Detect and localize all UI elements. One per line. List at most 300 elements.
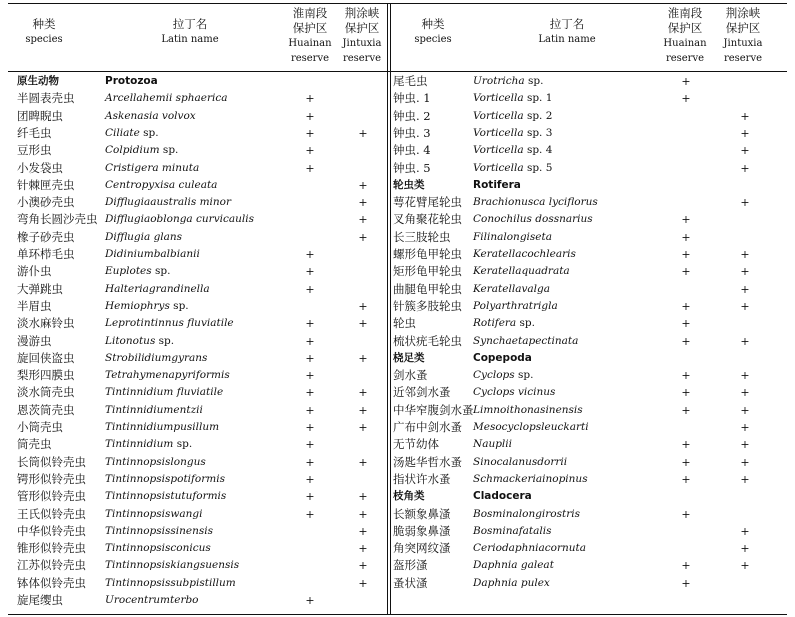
- table-row: [393, 367, 793, 384]
- species-latin-name: [105, 488, 226, 505]
- latin-genus: Cristigera minuta: [105, 161, 200, 174]
- table-row: [17, 194, 385, 211]
- table-row: [393, 575, 793, 592]
- jintuxia-presence: +: [740, 386, 750, 400]
- species-chinese-name: 中华窄腹剑水蚤: [393, 402, 474, 417]
- huainan-presence: +: [681, 386, 691, 400]
- jintuxia-presence: +: [358, 542, 368, 556]
- group-header-row: [393, 350, 793, 367]
- latin-sp-suffix: sp.: [173, 438, 193, 451]
- right-header-species: [401, 17, 465, 47]
- table-row: [393, 333, 793, 350]
- huainan-presence: +: [681, 265, 691, 279]
- huainan-presence: +: [681, 559, 691, 573]
- latin-genus: Difflugiaoblonga curvicaulis: [105, 213, 254, 226]
- latin-genus: Tintinnopsissinensis: [105, 524, 214, 537]
- species-chinese-name: 轮虫: [393, 316, 416, 331]
- species-latin-name: [105, 298, 189, 315]
- table-row: [17, 263, 385, 280]
- huainan-presence: +: [305, 438, 315, 452]
- species-chinese-name: 原生动物: [17, 75, 59, 87]
- huainan-cn2: 保护区: [292, 21, 328, 35]
- species-chinese-name: 淡水筒壳虫: [17, 385, 75, 400]
- species-latin-name: [105, 263, 170, 280]
- huainan-presence: +: [681, 334, 691, 348]
- latin-sp-suffix: sp. 1: [523, 92, 553, 105]
- huainan-en1: Huainan: [288, 38, 332, 49]
- latin-genus: Copepoda: [473, 351, 532, 364]
- species-chinese-name: 恩茨筒壳虫: [17, 402, 75, 417]
- species-latin-name: [473, 160, 552, 177]
- jintuxia-presence: +: [740, 248, 750, 261]
- latin-genus: Tintinnopsiskiangsuensis: [105, 559, 240, 572]
- huainan-presence: +: [305, 282, 315, 296]
- species-chinese-name: 弯角长圆沙壳虫: [17, 212, 98, 227]
- latin-genus: Keratellaquadrata: [473, 265, 570, 278]
- jintuxia-presence: +: [358, 386, 368, 400]
- huainan-presence: +: [305, 403, 315, 417]
- species-latin-name: [473, 557, 554, 574]
- species-latin-name: [473, 367, 533, 384]
- huainan-presence: +: [305, 369, 315, 383]
- latin-genus: Urotricha: [473, 75, 525, 87]
- species-chinese-name: 单环栉毛虫: [17, 247, 75, 261]
- species-latin-name: [473, 350, 532, 367]
- jintuxia-presence: +: [358, 126, 368, 140]
- jintuxia-presence: +: [740, 265, 750, 279]
- latin-sp-suffix: sp.: [155, 334, 175, 347]
- huainan-presence: +: [305, 126, 315, 140]
- species-latin-name: [105, 575, 236, 592]
- group-header-row: [393, 488, 793, 505]
- table-row: [17, 246, 385, 263]
- table-row: [17, 523, 385, 540]
- jintuxia-presence: +: [358, 213, 368, 227]
- jintuxia-presence: +: [358, 403, 368, 417]
- huainan-presence: +: [681, 369, 691, 383]
- table-row: [17, 454, 385, 471]
- jintuxia-cn1: 荆涂峡: [725, 6, 761, 20]
- species-latin-name: [105, 281, 210, 298]
- species-latin-name: [473, 177, 521, 194]
- species-chinese-name: 小筒壳虫: [17, 420, 63, 434]
- latin-sp-suffix: sp. 4: [523, 144, 553, 157]
- latin-genus: Bosminalongirostris: [473, 507, 580, 520]
- table-row: [17, 177, 385, 194]
- species-latin-name: [105, 506, 203, 523]
- species-chinese-name: 小澳砂壳虫: [17, 195, 75, 210]
- species-chinese-name: 小发袋虫: [17, 160, 63, 175]
- huainan-en2: reserve: [290, 53, 330, 64]
- species-chinese-name: 近邻剑水蚤: [393, 385, 451, 400]
- species-latin-name: [473, 90, 552, 107]
- latin-genus: Didiniumbalbianii: [105, 248, 200, 260]
- species-chinese-name: 锥形似铃壳虫: [17, 541, 86, 556]
- huainan-presence: +: [305, 109, 315, 123]
- left-header-latin: [130, 17, 250, 47]
- latin-genus: Askenasia volvox: [105, 109, 196, 122]
- latin-sp-suffix: sp. 3: [523, 126, 553, 139]
- species-chinese-name: 盔形溞: [393, 558, 428, 573]
- latin-genus: Schmackeriainopinus: [473, 472, 588, 485]
- latin-cn-label: 拉丁名: [172, 17, 208, 31]
- latin-genus: Tetrahymenapyriformis: [105, 369, 230, 382]
- species-latin-name: [473, 125, 552, 142]
- latin-genus: Keratellacochlearis: [473, 248, 576, 260]
- species-latin-name: [105, 177, 217, 194]
- huainan-presence: +: [681, 230, 691, 244]
- species-chinese-name: 钟虫. 1: [393, 91, 431, 106]
- huainan-presence: +: [305, 386, 315, 400]
- table-row: [393, 142, 793, 159]
- species-chinese-name: 枝角类: [393, 490, 425, 503]
- right-half: [391, 0, 795, 617]
- table-row: [393, 506, 793, 523]
- table-row: [393, 298, 793, 315]
- latin-sp-suffix: sp.: [169, 299, 189, 312]
- table-row: [17, 436, 385, 453]
- species-chinese-name: 桡足类: [393, 351, 425, 364]
- species-latin-name: [473, 384, 555, 401]
- huainan-presence: +: [305, 507, 315, 521]
- latin-sp-suffix: sp. 5: [523, 161, 553, 174]
- latin-sp-suffix: sp.: [524, 75, 544, 87]
- jintuxia-en2: reserve: [342, 53, 382, 64]
- species-chinese-name: 半眉虫: [17, 298, 52, 313]
- species-latin-name: [473, 108, 552, 125]
- latin-sp-suffix: sp.: [514, 369, 534, 382]
- species-chinese-name: 江苏似铃壳虫: [17, 558, 86, 573]
- species-chinese-name: 管形似铃壳虫: [17, 489, 86, 504]
- huainan-presence: +: [305, 351, 315, 365]
- table-row: [393, 315, 793, 332]
- left-header-jintuxia: [336, 6, 388, 66]
- latin-genus: Daphnia galeat: [473, 559, 554, 572]
- species-latin-name: [105, 142, 178, 159]
- latin-genus: Tintinnopsiswangi: [105, 507, 203, 520]
- latin-genus: Bosminafatalis: [473, 524, 552, 537]
- latin-genus: Leprotintinnus fluviatile: [105, 317, 234, 330]
- huainan-presence: +: [681, 438, 691, 452]
- species-latin-name: [473, 142, 552, 159]
- species-latin-name: [105, 90, 228, 107]
- group-header-row: [17, 73, 385, 90]
- species-chinese-name: 针棘匣壳虫: [17, 177, 75, 192]
- huainan-presence: +: [681, 576, 691, 590]
- species-chinese-name: 角突网纹溞: [393, 541, 451, 556]
- table-row: [393, 540, 793, 557]
- species-chinese-name: 中华似铃壳虫: [17, 523, 86, 538]
- huainan-presence: +: [305, 248, 315, 261]
- jintuxia-presence: +: [358, 490, 368, 504]
- latin-genus: Synchaetapectinata: [473, 334, 579, 347]
- latin-genus: Keratellavalga: [473, 282, 550, 295]
- species-latin-name: [105, 246, 200, 263]
- jintuxia-presence: +: [740, 196, 750, 210]
- species-chinese-name: 梨形四膜虫: [17, 368, 75, 383]
- table-row: [17, 367, 385, 384]
- table-row: [17, 540, 385, 557]
- species-latin-name: [473, 523, 552, 540]
- latin-genus: Filinalongiseta: [473, 230, 552, 243]
- species-chinese-name: 无节幼体: [393, 437, 439, 452]
- species-latin-name: [473, 488, 532, 505]
- table-row: [17, 557, 385, 574]
- jintuxia-presence: +: [740, 282, 750, 296]
- huainan-presence: +: [681, 75, 691, 88]
- huainan-presence: +: [681, 317, 691, 331]
- species-chinese-name: 汤匙华哲水蚤: [393, 454, 462, 469]
- jintuxia-cn2: 保护区: [344, 21, 380, 35]
- latin-sp-suffix: sp.: [139, 126, 159, 139]
- species-latin-name: [473, 333, 578, 350]
- huainan-presence: +: [681, 507, 691, 521]
- jintuxia-presence: +: [740, 299, 750, 313]
- species-latin-name: [473, 540, 586, 557]
- latin-genus: Ceriodaphniacornuta: [473, 542, 587, 555]
- species-latin-name: [473, 436, 512, 453]
- jintuxia-presence: +: [740, 559, 750, 573]
- table-row: [17, 160, 385, 177]
- species-latin-name: [473, 506, 580, 523]
- jintuxia-presence: +: [740, 126, 750, 140]
- latin-genus: Centropyxisa culeata: [105, 178, 218, 191]
- table-row: [17, 488, 385, 505]
- species-en-label: species: [414, 34, 452, 45]
- table-row: [393, 211, 793, 228]
- species-chinese-name: 长额象鼻溞: [393, 506, 451, 521]
- species-chinese-name: 钟虫. 3: [393, 125, 431, 140]
- species-latin-name: [473, 194, 598, 211]
- latin-genus: Tintinnidium: [105, 438, 174, 451]
- latin-genus: Tintinnidium fluviatile: [105, 386, 224, 399]
- species-chinese-name: 钟虫. 5: [393, 160, 431, 175]
- table-row: [393, 281, 793, 298]
- huainan-presence: +: [305, 455, 315, 469]
- table-row: [17, 402, 385, 419]
- latin-genus: Mesocyclopsleuckarti: [473, 421, 589, 433]
- table-row: [17, 90, 385, 107]
- latin-sp-suffix: sp.: [516, 317, 535, 330]
- latin-genus: Tintinnopsistutuformis: [105, 490, 227, 503]
- species-chinese-name: 长三肢轮虫: [393, 229, 451, 244]
- left-half: [0, 0, 388, 617]
- species-latin-name: [105, 419, 219, 436]
- huainan-cn1: 淮南段: [667, 6, 703, 20]
- species-chinese-name: 曲腿龟甲轮虫: [393, 281, 462, 296]
- species-chinese-name: 螺形龟甲轮虫: [393, 247, 462, 261]
- left-header-huainan: [283, 6, 337, 66]
- latin-genus: Strobilidiumgyrans: [105, 351, 208, 364]
- species-latin-name: [473, 419, 589, 436]
- species-chinese-name: 钵体似铃壳虫: [17, 575, 86, 590]
- huainan-presence: +: [305, 490, 315, 504]
- latin-sp-suffix: sp.: [159, 144, 179, 157]
- species-latin-name: [105, 333, 174, 350]
- huainan-presence: +: [681, 248, 691, 261]
- latin-genus: Rotifera: [473, 178, 521, 191]
- species-chinese-name: 纤毛虫: [17, 125, 52, 140]
- latin-genus: Tintinnopsispotiformis: [105, 472, 225, 485]
- table-row: [393, 73, 793, 90]
- species-chinese-name: 长筒似铃壳虫: [17, 454, 86, 469]
- species-chinese-name: 旋回侠盗虫: [17, 350, 75, 365]
- jintuxia-presence: +: [740, 109, 750, 123]
- jintuxia-presence: +: [358, 524, 368, 538]
- huainan-presence: +: [305, 317, 315, 331]
- huainan-presence: +: [305, 334, 315, 348]
- jintuxia-en1: Jintuxia: [723, 38, 763, 49]
- table-row: [393, 246, 793, 263]
- table-row: [17, 333, 385, 350]
- latin-cn-label: 拉丁名: [549, 17, 585, 31]
- huainan-presence: +: [305, 92, 315, 106]
- latin-genus: Arcellahemii sphaerica: [105, 92, 228, 105]
- species-latin-name: [473, 298, 558, 315]
- jintuxia-presence: +: [358, 178, 368, 192]
- jintuxia-presence: +: [740, 369, 750, 383]
- table-row: [17, 575, 385, 592]
- species-latin-name: [105, 367, 230, 384]
- table-row: [17, 125, 385, 142]
- species-chinese-name: 王氏似铃壳虫: [17, 506, 86, 521]
- species-latin-name: [473, 471, 588, 488]
- species-latin-name: [105, 125, 159, 142]
- jintuxia-presence: +: [358, 299, 368, 313]
- species-latin-name: [105, 315, 234, 332]
- species-chinese-name: 脆弱象鼻溞: [393, 523, 451, 538]
- species-chinese-name: 旋尾缨虫: [17, 593, 63, 607]
- table-row: [393, 523, 793, 540]
- table-row: [393, 436, 793, 453]
- table-row: [393, 402, 793, 419]
- species-latin-name: [473, 229, 552, 246]
- huainan-presence: +: [305, 594, 315, 607]
- huainan-presence: +: [305, 421, 315, 434]
- jintuxia-presence: +: [740, 334, 750, 348]
- latin-genus: Tintinnidiumentzii: [105, 403, 203, 416]
- species-latin-name: [473, 454, 567, 471]
- species-chinese-name: 萼花臂尾轮虫: [393, 195, 462, 210]
- huainan-cn1: 淮南段: [292, 6, 328, 20]
- species-en-label: species: [25, 34, 63, 45]
- jintuxia-presence: +: [358, 576, 368, 590]
- latin-genus: Nauplii: [473, 438, 513, 451]
- table-row: [393, 419, 793, 436]
- huainan-presence: +: [681, 403, 691, 417]
- jintuxia-presence: +: [358, 317, 368, 331]
- table-row: [393, 194, 793, 211]
- species-chinese-name: 矩形龟甲轮虫: [393, 264, 462, 279]
- species-latin-name: [105, 592, 199, 609]
- table-row: [393, 90, 793, 107]
- species-chinese-name: 指状许水蚤: [393, 471, 451, 486]
- species-chinese-name: 半圆表壳虫: [17, 91, 75, 106]
- latin-genus: Ciliate: [105, 126, 140, 139]
- table-row: [17, 471, 385, 488]
- species-chinese-name: 钟虫. 2: [393, 108, 431, 123]
- huainan-en1: Huainan: [663, 38, 707, 49]
- table-row: [17, 298, 385, 315]
- huainan-presence: +: [681, 92, 691, 106]
- species-latin-name: [473, 575, 550, 592]
- jintuxia-presence: +: [740, 472, 750, 486]
- species-chinese-name: 漫游虫: [17, 333, 52, 348]
- latin-en-label: Latin name: [538, 34, 596, 45]
- right-header-jintuxia: [717, 6, 769, 66]
- latin-genus: Halteriagrandinella: [105, 282, 210, 295]
- species-chinese-name: 叉角聚花轮虫: [393, 212, 462, 227]
- latin-genus: Limnoithonasinensis: [473, 403, 583, 416]
- huainan-en2: reserve: [665, 53, 705, 64]
- species-chinese-name: 游仆虫: [17, 264, 52, 279]
- latin-genus: Colpidium: [105, 144, 160, 157]
- species-latin-name: [105, 540, 211, 557]
- table-row: [393, 384, 793, 401]
- species-latin-name: [105, 211, 254, 228]
- huainan-presence: +: [305, 144, 315, 158]
- latin-genus: Litonotus: [105, 334, 156, 347]
- huainan-presence: +: [681, 472, 691, 486]
- huainan-presence: +: [305, 265, 315, 279]
- jintuxia-presence: +: [740, 403, 750, 417]
- latin-genus: Tintinnidiumpusillum: [105, 421, 220, 433]
- species-latin-name: [105, 160, 199, 177]
- huainan-presence: +: [681, 455, 691, 469]
- species-chinese-name: 大弹跳虫: [17, 281, 63, 296]
- jintuxia-presence: +: [740, 438, 750, 452]
- jintuxia-en1: Jintuxia: [342, 38, 382, 49]
- latin-genus: Tintinnopsissubpistillum: [105, 576, 236, 589]
- jintuxia-presence: +: [740, 455, 750, 469]
- jintuxia-presence: +: [740, 161, 750, 175]
- species-latin-name: [105, 471, 225, 488]
- species-chinese-name: 广布中剑水蚤: [393, 420, 462, 434]
- table-row: [17, 211, 385, 228]
- species-chinese-name: 梳状疣毛轮虫: [393, 333, 462, 348]
- species-chinese-name: 剑水蚤: [393, 368, 428, 383]
- table-row: [17, 281, 385, 298]
- jintuxia-presence: +: [358, 421, 368, 434]
- latin-genus: Cyclops: [473, 369, 515, 382]
- latin-genus: Sinocalanusdorrii: [473, 455, 568, 468]
- table-row: [393, 160, 793, 177]
- species-cn-label: 种类: [421, 17, 445, 31]
- species-latin-name: [473, 263, 570, 280]
- jintuxia-presence: +: [358, 230, 368, 244]
- right-header-latin: [507, 17, 627, 47]
- jintuxia-presence: +: [358, 507, 368, 521]
- latin-genus: Vorticella: [473, 92, 524, 105]
- species-chinese-name: 钟虫. 4: [393, 143, 431, 158]
- latin-genus: Euplotes: [105, 265, 152, 278]
- latin-en-label: Latin name: [161, 34, 219, 45]
- species-latin-name: [105, 73, 158, 90]
- species-chinese-name: 尾毛虫: [393, 74, 428, 88]
- species-latin-name: [473, 315, 535, 332]
- species-cn-label: 种类: [32, 17, 56, 31]
- latin-sp-suffix: sp.: [151, 265, 171, 278]
- latin-genus: Rotifera: [473, 317, 517, 330]
- species-latin-name: [473, 281, 550, 298]
- jintuxia-cn2: 保护区: [725, 21, 761, 35]
- latin-genus: Difflugia glans: [105, 230, 183, 243]
- species-chinese-name: 筒壳虫: [17, 437, 52, 452]
- species-latin-name: [105, 557, 239, 574]
- species-latin-name: [105, 350, 207, 367]
- latin-genus: Daphnia pulex: [473, 576, 550, 589]
- species-latin-name: [105, 108, 196, 125]
